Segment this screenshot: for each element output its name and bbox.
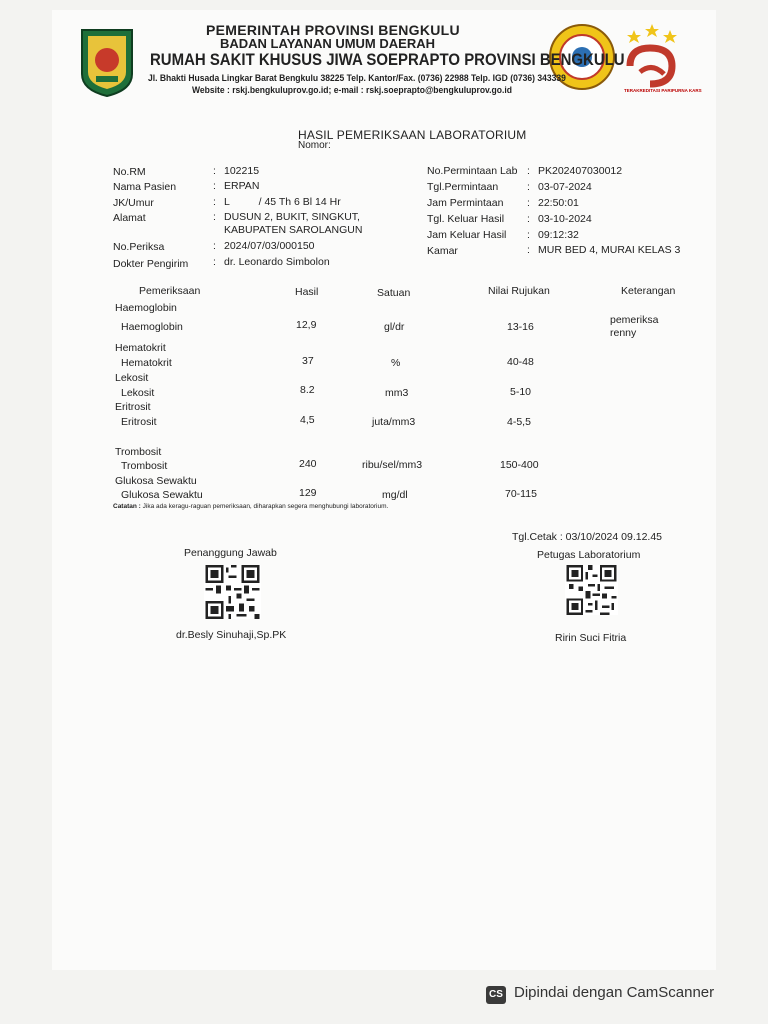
- colon: :: [213, 256, 216, 268]
- colon: :: [527, 197, 530, 209]
- col-header-pemeriksaan: Pemeriksaan: [139, 285, 201, 297]
- test-result: 8.2: [300, 384, 315, 396]
- camscanner-watermark: Dipindai dengan CamScanner: [514, 984, 715, 1001]
- document-title: HASIL PEMERIKSAAN LABORATORIUM: [298, 128, 527, 142]
- test-reference: 5-10: [510, 386, 532, 398]
- value-alamat-line2: KABUPATEN SAROLANGUN: [224, 224, 363, 236]
- header-agency: BADAN LAYANAN UMUM DAERAH: [220, 36, 435, 51]
- test-result: 240: [299, 458, 317, 470]
- value-nama-pasien: ERPAN: [224, 180, 260, 192]
- test-name: Trombosit: [121, 460, 168, 472]
- value-jk-umur: L / 45 Th 6 Bl 14 Hr: [224, 196, 341, 208]
- label-no-permintaan-lab: No.Permintaan Lab: [427, 165, 518, 177]
- test-name: Haemoglobin: [121, 321, 183, 333]
- colon: :: [213, 165, 216, 177]
- colon: :: [213, 180, 216, 192]
- test-result: 4,5: [300, 414, 315, 426]
- test-name: Eritrosit: [121, 416, 157, 428]
- test-unit: mm3: [385, 387, 409, 399]
- colon: :: [213, 240, 216, 252]
- label-jam-keluar-hasil: Jam Keluar Hasil: [427, 229, 507, 241]
- header-government: PEMERINTAH PROVINSI BENGKULU: [206, 22, 460, 38]
- footnote-label: Catatan :: [113, 503, 141, 510]
- test-result: 37: [302, 355, 314, 367]
- col-header-keterangan: Keterangan: [621, 285, 676, 297]
- test-reference: 13-16: [507, 321, 534, 333]
- group-label: Lekosit: [115, 372, 149, 384]
- header-hospital-name: RUMAH SAKIT KHUSUS JIWA SOEPRAPTO PROVINSI BENGKULU: [150, 50, 625, 69]
- footnote: [113, 503, 388, 510]
- header-web-email: Website : rskj.bengkuluprov.go.id; e-mail : rskj.soeprapto@bengkuluprov.go.id: [192, 85, 512, 96]
- test-result: 12,9: [296, 319, 317, 331]
- footnote-text: Jika ada keragu-raguan pemeriksaan, diharapkan segera menghubungi laboratorium.: [140, 503, 389, 510]
- value-jam-keluar-hasil: 09:12:32: [538, 229, 579, 241]
- camscanner-logo-icon: CS: [486, 986, 506, 1004]
- label-tgl-permintaan: Tgl.Permintaan: [427, 181, 499, 193]
- accreditation-caption: TERAKREDITASI PARIPURNA KARS: [624, 88, 702, 93]
- label-jam-permintaan: Jam Permintaan: [427, 197, 504, 209]
- value-tgl-keluar-hasil: 03-10-2024: [538, 213, 592, 225]
- qr-code-left: [204, 565, 261, 619]
- value-kamar: MUR BED 4, MURAI KELAS 3: [538, 244, 681, 256]
- label-no-periksa: No.Periksa: [113, 241, 165, 253]
- col-header-nilai-rujukan: Nilai Rujukan: [488, 285, 550, 297]
- group-label: Glukosa Sewaktu: [115, 475, 197, 487]
- label-jk-umur: JK/Umur: [113, 197, 154, 209]
- test-name: Lekosit: [121, 387, 155, 399]
- value-no-permintaan-lab: PK202407030012: [538, 165, 623, 177]
- group-label: Eritrosit: [115, 401, 151, 413]
- signature-title-left: Penanggung Jawab: [184, 547, 277, 559]
- test-unit: %: [391, 357, 401, 369]
- test-name: Hematokrit: [121, 357, 172, 369]
- test-reference: 40-48: [507, 356, 534, 368]
- label-alamat: Alamat: [113, 212, 146, 224]
- label-nama-pasien: Nama Pasien: [113, 181, 177, 193]
- test-reference: 70-115: [505, 488, 537, 500]
- value-no-rm: 102215: [224, 165, 260, 177]
- colon: :: [213, 196, 216, 208]
- document-number: Nomor:: [298, 140, 331, 151]
- colon: :: [527, 229, 530, 241]
- colon: :: [527, 244, 530, 256]
- test-note-line2: renny: [610, 327, 637, 339]
- test-reference: 4-5,5: [507, 416, 531, 428]
- print-date: Tgl.Cetak : 03/10/2024 09.12.45: [512, 531, 663, 543]
- signatory-name-left: dr.Besly Sinuhaji,Sp.PK: [176, 629, 287, 641]
- signature-title-right: Petugas Laboratorium: [537, 549, 641, 561]
- qr-code-right: [565, 565, 618, 615]
- signatory-name-right: Ririn Suci Fitria: [555, 632, 627, 644]
- value-tgl-permintaan: 03-07-2024: [538, 181, 592, 193]
- header-address: Jl. Bhakti Husada Lingkar Barat Bengkulu 38225 Telp. Kantor/Fax. (0736) 22988 Telp. IGD (0736) 343339: [148, 73, 566, 84]
- province-emblem-logo: [78, 26, 136, 98]
- col-header-hasil: Hasil: [295, 286, 319, 298]
- colon: :: [213, 211, 216, 223]
- test-result: 129: [299, 487, 317, 499]
- label-kamar: Kamar: [427, 245, 458, 257]
- colon: :: [527, 181, 530, 193]
- test-unit: gl/dr: [384, 321, 405, 333]
- colon: :: [527, 165, 530, 177]
- test-unit: mg/dl: [382, 489, 408, 501]
- group-label: Hematokrit: [115, 342, 166, 354]
- label-tgl-keluar-hasil: Tgl. Keluar Hasil: [427, 213, 505, 225]
- test-unit: juta/mm3: [372, 416, 416, 428]
- value-alamat-line1: DUSUN 2, BUKIT, SINGKUT,: [224, 211, 360, 223]
- colon: :: [527, 213, 530, 225]
- test-name: Glukosa Sewaktu: [121, 489, 203, 501]
- col-header-satuan: Satuan: [377, 287, 411, 299]
- value-dokter-pengirim: dr. Leonardo Simbolon: [224, 256, 330, 268]
- value-jam-permintaan: 22:50:01: [538, 197, 579, 209]
- value-no-periksa: 2024/07/03/000150: [224, 240, 315, 252]
- test-unit: ribu/sel/mm3: [362, 459, 423, 471]
- group-label: Haemoglobin: [115, 302, 177, 314]
- label-dokter-pengirim: Dokter Pengirim: [113, 258, 189, 270]
- group-label: Trombosit: [115, 446, 162, 458]
- test-reference: 150-400: [500, 459, 539, 471]
- test-note-line1: pemeriksa: [610, 314, 659, 326]
- label-no-rm: No.RM: [113, 166, 146, 178]
